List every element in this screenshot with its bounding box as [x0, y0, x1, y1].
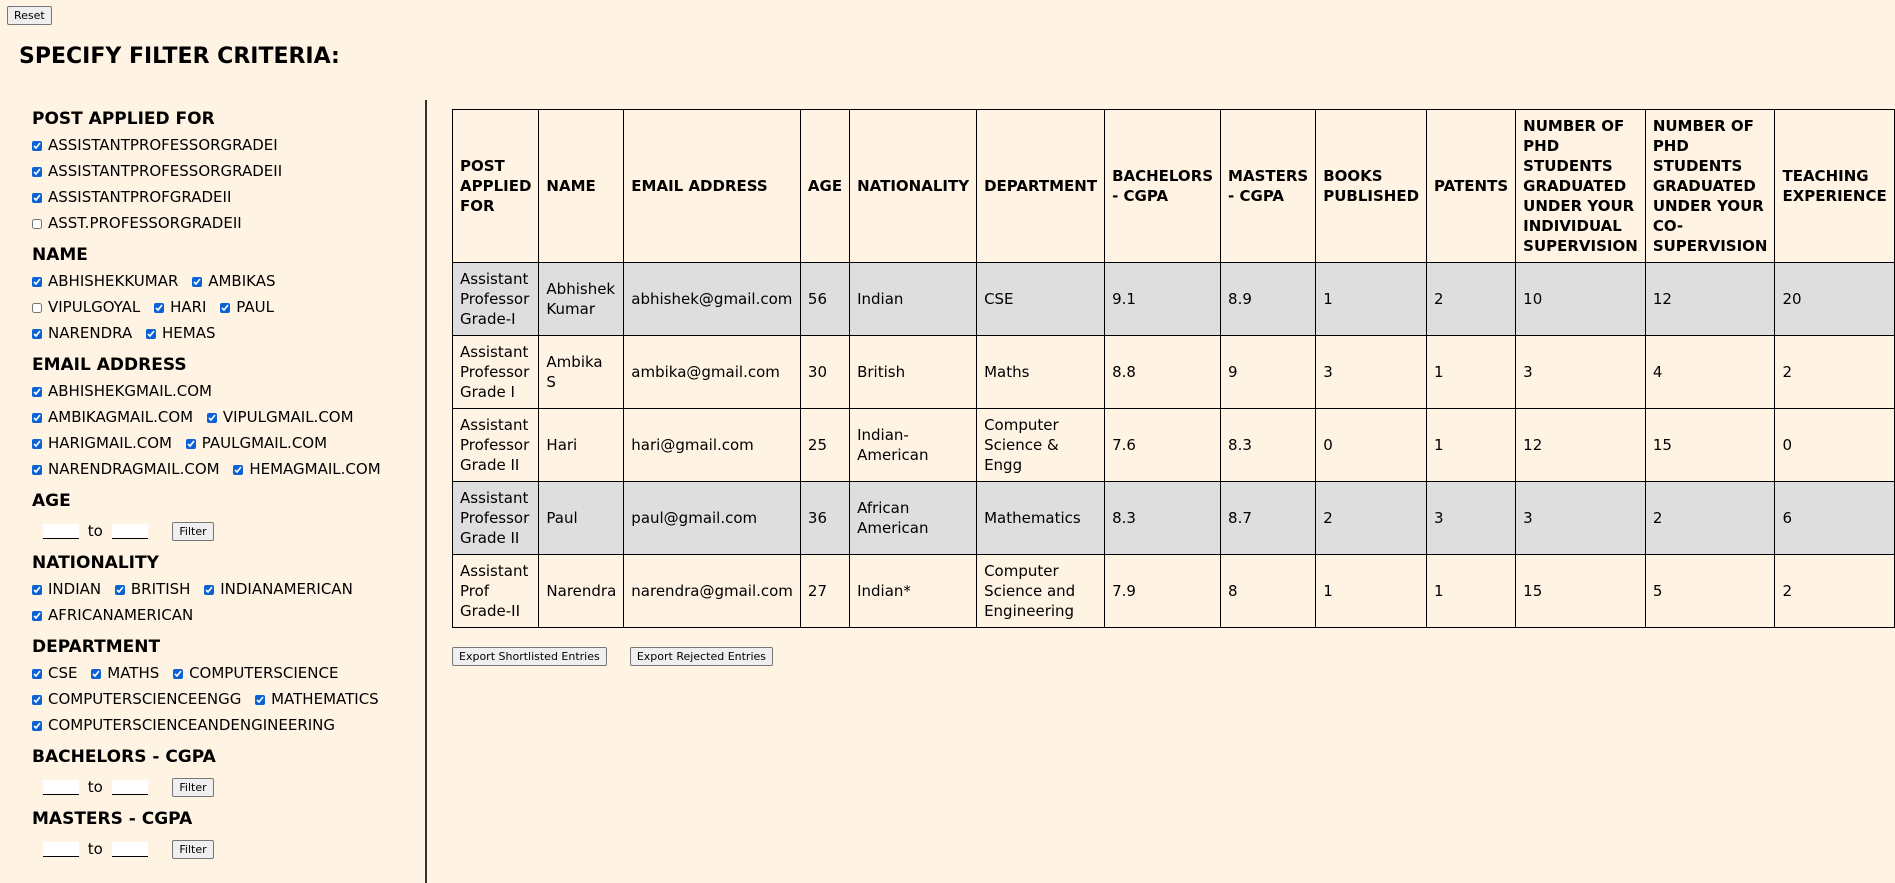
table-cell: Assistant Professor Grade I [453, 336, 539, 409]
table-cell: Assistant Professor Grade II [453, 482, 539, 555]
table-cell: 15 [1516, 555, 1646, 628]
filter-name-title: NAME [32, 245, 88, 265]
bachelors-filter-button[interactable]: Filter [172, 778, 213, 797]
table-cell: 5 [1645, 555, 1775, 628]
table-cell: Narendra [539, 555, 624, 628]
filter-nationality-title: NATIONALITY [32, 553, 159, 573]
table-cell: 6 [1775, 482, 1894, 555]
filter-checkbox[interactable] [233, 465, 243, 475]
filter-option[interactable] [177, 434, 327, 452]
table-cell: 7.9 [1105, 555, 1221, 628]
filter-email-options [23, 378, 383, 482]
filter-option-label: ASST.PROFESSORGRADEII [48, 214, 242, 232]
filter-option[interactable] [224, 460, 380, 478]
filter-checkbox[interactable] [220, 303, 230, 313]
table-cell: 25 [800, 409, 849, 482]
table-cell: 8 [1221, 555, 1316, 628]
table-row [453, 336, 1895, 409]
column-header: EMAIL ADDRESS [624, 110, 801, 263]
filter-panel [0, 100, 420, 868]
filter-option[interactable] [23, 664, 77, 682]
export-shortlisted-button[interactable]: Export Shortlisted Entries [452, 647, 607, 666]
table-row [453, 482, 1895, 555]
table-cell: 1 [1427, 409, 1516, 482]
table-cell: 8.7 [1221, 482, 1316, 555]
filter-option-label: CSE [48, 664, 78, 682]
column-header: NUMBER OF PHD STUDENTS GRADUATED UNDER YOUR INDIVIDUAL SUPERVISION [1516, 110, 1646, 263]
table-cell: 56 [800, 263, 849, 336]
table-cell: 2 [1427, 263, 1516, 336]
table-cell: CSE [977, 263, 1105, 336]
filter-option-label: COMPUTERSCIENCEANDENGINEERING [48, 716, 336, 734]
filter-nationality [23, 552, 383, 628]
table-cell: 15 [1645, 409, 1775, 482]
filter-option-label: ASSISTANTPROFESSORGRADEII [48, 162, 283, 180]
column-header: NATIONALITY [850, 110, 977, 263]
table-cell: Mathematics [977, 482, 1105, 555]
filter-option[interactable] [23, 324, 132, 342]
table-cell: Indian* [850, 555, 977, 628]
filter-checkbox[interactable] [192, 277, 202, 287]
filter-option[interactable] [137, 324, 215, 342]
masters-range [39, 836, 383, 862]
export-actions [452, 645, 791, 666]
filter-option-label: AFRICANAMERICAN [48, 606, 194, 624]
range-to-label: to [87, 522, 103, 540]
filter-checkbox[interactable] [207, 413, 217, 423]
filter-option[interactable] [23, 298, 140, 316]
filter-option[interactable] [23, 272, 178, 290]
filter-nationality-options [23, 576, 383, 628]
table-cell: 1 [1427, 336, 1516, 409]
filter-option-label: ASSISTANTPROFESSORGRADEI [48, 136, 278, 154]
filter-option-label: NARENDRAGMAIL.COM [48, 460, 220, 478]
column-header: PATENTS [1427, 110, 1516, 263]
filter-option-label: VIPULGOYAL [48, 298, 141, 316]
filter-checkbox[interactable] [186, 439, 196, 449]
range-to-label: to [87, 840, 103, 858]
filter-option[interactable] [23, 382, 212, 400]
column-header: BOOKS PUBLISHED [1316, 110, 1427, 263]
table-cell: Abhishek Kumar [539, 263, 624, 336]
table-cell: 3 [1427, 482, 1516, 555]
filter-option-label: BRITISH [130, 580, 191, 598]
filter-checkbox[interactable] [32, 329, 42, 339]
table-cell: 12 [1645, 263, 1775, 336]
filter-checkbox[interactable] [32, 167, 42, 177]
filter-option[interactable] [23, 434, 172, 452]
table-cell: 4 [1645, 336, 1775, 409]
column-header: POST APPLIED FOR [453, 110, 539, 263]
filter-checkbox[interactable] [32, 387, 42, 397]
page-title: SPECIFY FILTER CRITERIA: [19, 44, 340, 69]
table-cell: 27 [800, 555, 849, 628]
filter-email-title: EMAIL ADDRESS [32, 355, 187, 375]
age-min-input[interactable] [43, 524, 79, 539]
table-body [453, 263, 1895, 628]
filter-option-label: HARI [170, 298, 207, 316]
filter-option[interactable] [23, 690, 241, 708]
filter-checkbox[interactable] [32, 721, 42, 731]
table-cell: Computer Science and Engineering [977, 555, 1105, 628]
filter-option[interactable] [23, 580, 101, 598]
age-filter-button[interactable]: Filter [172, 522, 213, 541]
filter-checkbox[interactable] [32, 669, 42, 679]
filter-department-title: DEPARTMENT [32, 637, 161, 657]
filter-option-label: AMBIKAS [208, 272, 276, 290]
filter-option[interactable] [195, 580, 353, 598]
applicants-table [452, 109, 1895, 628]
table-cell: 1 [1427, 555, 1516, 628]
filter-option[interactable] [106, 580, 191, 598]
table-cell: 8.8 [1105, 336, 1221, 409]
column-header: NAME [539, 110, 624, 263]
table-cell: Paul [539, 482, 624, 555]
table-cell: abhishek@gmail.com [624, 263, 801, 336]
table-cell: Assistant Professor Grade-I [453, 263, 539, 336]
age-max-input[interactable] [112, 524, 148, 539]
table-cell: 2 [1775, 336, 1894, 409]
filter-option-label: AMBIKAGMAIL.COM [48, 408, 194, 426]
bachelors-min-input[interactable] [43, 780, 79, 795]
filter-checkbox[interactable] [173, 669, 183, 679]
table-cell: 30 [800, 336, 849, 409]
filter-option-label: ABHISHEKKUMAR [48, 272, 179, 290]
filter-option[interactable] [198, 408, 354, 426]
table-cell: 9.1 [1105, 263, 1221, 336]
filter-checkbox[interactable] [115, 585, 125, 595]
filter-checkbox[interactable] [32, 193, 42, 203]
table-cell: 9 [1221, 336, 1316, 409]
table-cell: hari@gmail.com [624, 409, 801, 482]
column-header: AGE [800, 110, 849, 263]
column-header: TEACHING EXPERIENCE [1775, 110, 1894, 263]
filter-option-label: NARENDRA [48, 324, 133, 342]
table-cell: Hari [539, 409, 624, 482]
export-rejected-button[interactable]: Export Rejected Entries [630, 647, 773, 666]
filter-masters [23, 808, 383, 862]
table-cell: 3 [1516, 482, 1646, 555]
filter-department [23, 636, 383, 738]
filter-checkbox[interactable] [32, 413, 42, 423]
table-cell: 0 [1775, 409, 1894, 482]
table-cell: 2 [1775, 555, 1894, 628]
filter-option-label: COMPUTERSCIENCE [189, 664, 339, 682]
filter-option-label: INDIANAMERICAN [220, 580, 353, 598]
reset-button[interactable]: Reset [7, 6, 52, 25]
table-cell: Assistant Professor Grade II [453, 409, 539, 482]
filter-checkbox[interactable] [32, 141, 42, 151]
table-cell: 2 [1316, 482, 1427, 555]
filter-option-label: INDIAN [48, 580, 102, 598]
filter-option[interactable] [23, 188, 231, 206]
filter-option[interactable] [211, 298, 274, 316]
table-cell: 36 [800, 482, 849, 555]
table-cell: 12 [1516, 409, 1646, 482]
filter-option[interactable] [246, 690, 379, 708]
filter-option-label: HARIGMAIL.COM [48, 434, 172, 452]
filter-checkbox[interactable] [255, 695, 265, 705]
filter-checkbox[interactable] [32, 219, 42, 229]
table-row [453, 555, 1895, 628]
filter-option[interactable] [23, 136, 278, 154]
filter-checkbox[interactable] [32, 585, 42, 595]
filter-option-label: ASSISTANTPROFGRADEII [48, 188, 232, 206]
filter-option[interactable] [23, 408, 193, 426]
column-header: DEPARTMENT [977, 110, 1105, 263]
masters-max-input[interactable] [112, 842, 148, 857]
filter-checkbox[interactable] [32, 439, 42, 449]
filter-age-title: AGE [32, 491, 71, 511]
filter-post-title: POST APPLIED FOR [32, 109, 215, 129]
table-cell: Assistant Prof Grade-II [453, 555, 539, 628]
filter-checkbox[interactable] [32, 303, 42, 313]
table-row [453, 409, 1895, 482]
filter-option[interactable] [82, 664, 159, 682]
table-cell: Ambika S [539, 336, 624, 409]
filter-option-label: HEMAS [162, 324, 216, 342]
filter-post-options [23, 132, 383, 236]
table-cell: 1 [1316, 555, 1427, 628]
filter-option-label: COMPUTERSCIENCEENGG [48, 690, 242, 708]
filter-checkbox[interactable] [32, 611, 42, 621]
table-cell: British [850, 336, 977, 409]
filter-checkbox[interactable] [154, 303, 164, 313]
filter-option-label: MATHEMATICS [271, 690, 379, 708]
filter-option[interactable] [145, 298, 206, 316]
filter-option-label: PAUL [236, 298, 274, 316]
filter-option-label: MATHS [107, 664, 160, 682]
table-cell: 0 [1316, 409, 1427, 482]
filter-checkbox[interactable] [146, 329, 156, 339]
filter-checkbox[interactable] [32, 695, 42, 705]
bachelors-max-input[interactable] [112, 780, 148, 795]
table-header-row [453, 110, 1895, 263]
table-cell: Indian [850, 263, 977, 336]
filter-option[interactable] [183, 272, 275, 290]
filter-masters-title: MASTERS - CGPA [32, 809, 193, 829]
table-cell: narendra@gmail.com [624, 555, 801, 628]
filter-option-label: PAULGMAIL.COM [201, 434, 328, 452]
filter-bachelors-title: BACHELORS - CGPA [32, 747, 216, 767]
filter-checkbox[interactable] [204, 585, 214, 595]
filter-option[interactable] [23, 460, 220, 478]
filter-option[interactable] [23, 162, 282, 180]
table-cell: 10 [1516, 263, 1646, 336]
table-cell: 3 [1316, 336, 1427, 409]
filter-option-label: ABHISHEKGMAIL.COM [48, 382, 212, 400]
filter-email [23, 354, 383, 482]
filter-checkbox[interactable] [32, 277, 42, 287]
filter-option[interactable] [23, 214, 242, 232]
panel-divider [425, 100, 427, 883]
table-cell: 20 [1775, 263, 1894, 336]
column-header: NUMBER OF PHD STUDENTS GRADUATED UNDER YOUR CO-SUPERVISION [1645, 110, 1775, 263]
filter-option-label: HEMAGMAIL.COM [249, 460, 381, 478]
table-cell: paul@gmail.com [624, 482, 801, 555]
column-header: BACHELORS - CGPA [1105, 110, 1221, 263]
table-cell: 8.9 [1221, 263, 1316, 336]
bachelors-range [39, 774, 383, 800]
filter-age [23, 490, 383, 544]
age-range [39, 518, 383, 544]
table-cell: 7.6 [1105, 409, 1221, 482]
filter-option[interactable] [23, 606, 193, 624]
table-cell: Indian-American [850, 409, 977, 482]
filter-department-options [23, 660, 383, 738]
table-cell: 8.3 [1221, 409, 1316, 482]
table-cell: Maths [977, 336, 1105, 409]
filter-post [23, 108, 383, 236]
table-row [453, 263, 1895, 336]
filter-option[interactable] [164, 664, 338, 682]
filter-option-label: VIPULGMAIL.COM [222, 408, 354, 426]
masters-filter-button[interactable]: Filter [172, 840, 213, 859]
table-cell: 3 [1516, 336, 1646, 409]
table-cell: Computer Science & Engg [977, 409, 1105, 482]
table-cell: African American [850, 482, 977, 555]
filter-name-options [23, 268, 383, 346]
table-cell: ambika@gmail.com [624, 336, 801, 409]
filter-checkbox[interactable] [91, 669, 101, 679]
table-cell: 2 [1645, 482, 1775, 555]
filter-option[interactable] [23, 716, 335, 734]
table-cell: 1 [1316, 263, 1427, 336]
range-to-label: to [87, 778, 103, 796]
filter-checkbox[interactable] [32, 465, 42, 475]
masters-min-input[interactable] [43, 842, 79, 857]
table-cell: 8.3 [1105, 482, 1221, 555]
column-header: MASTERS - CGPA [1221, 110, 1316, 263]
filter-name [23, 244, 383, 346]
filter-bachelors [23, 746, 383, 800]
